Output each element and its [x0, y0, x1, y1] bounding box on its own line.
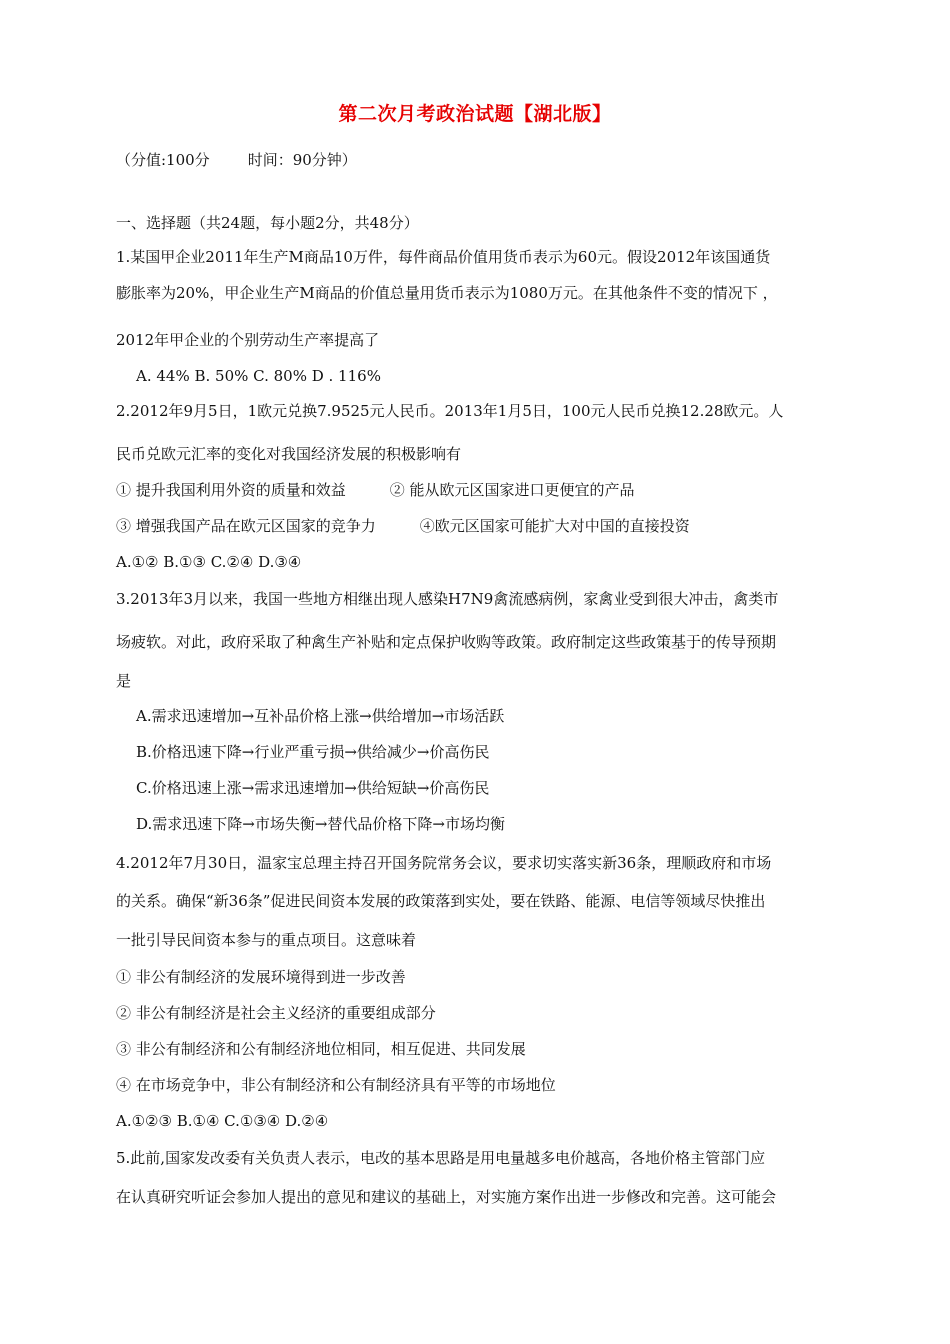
q4-options: A.①②③ B.①④ C.①③④ D.②④ — [116, 1112, 329, 1130]
q3-line-1: 3.2013年3月以来，我国一些地方相继出现人感染H7N9禽流感病例，家禽业受到很大冲击，禽类市 — [116, 590, 779, 608]
q3-option-c: C.价格迅速上涨→需求迅速增加→供给短缺→价高伤民 — [136, 779, 490, 797]
section-heading: 一、选择题（共24题，每小题2分，共48分） — [116, 214, 419, 232]
q5-line-1: 5.此前,国家发改委有关负责人表示，电改的基本思路是用电量越多电价越高，各地价格主管部门应 — [116, 1149, 766, 1167]
q4-statement-3: ③ 非公有制经济和公有制经济地位相同，相互促进、共同发展 — [116, 1040, 526, 1058]
q2-statements-row-2 — [116, 515, 846, 537]
exam-meta — [116, 149, 846, 171]
q3-line-2: 场疲软。对此，政府采取了种禽生产补贴和定点保护收购等政策。政府制定这些政策基于的传导预期 — [116, 633, 777, 651]
q1-line-1: 1.某国甲企业2011年生产M商品10万件，每件商品价值用货币表示为60元。假设2012年该国通货 — [116, 248, 771, 266]
q4-line-1: 4.2012年7月30日，温家宝总理主持召开国务院常务会议，要求切实落实新36条，理顺政府和市场 — [116, 854, 772, 872]
q2-statement-3: ③ 增强我国产品在欧元区国家的竞争力 — [116, 517, 376, 535]
page-title: 第二次月考政治试题【湖北版】 — [338, 103, 612, 125]
q3-option-d: D.需求迅速下降→市场失衡→替代品价格下降→市场均衡 — [136, 815, 505, 833]
q4-line-2: 的关系。确保“新36条”促进民间资本发展的政策落到实处，要在铁路、能源、电信等领域尽快推出 — [116, 892, 766, 910]
q3-line-3: 是 — [116, 672, 132, 690]
q1-line-3: 2012年甲企业的个别劳动生产率提高了 — [116, 331, 380, 349]
q2-options: A.①② B.①③ C.②④ D.③④ — [116, 553, 302, 571]
score-info: （分值:100分 — [116, 151, 210, 169]
q2-statement-4: ④欧元区国家可能扩大对中国的直接投资 — [419, 517, 690, 535]
q5-line-2: 在认真研究听证会参加人提出的意见和建议的基础上，对实施方案作出进一步修改和完善。这可能会 — [116, 1188, 777, 1206]
q4-line-3: 一批引导民间资本参与的重点项目。这意味着 — [116, 931, 417, 949]
q2-statements-row-1 — [116, 479, 846, 501]
q4-statement-1: ① 非公有制经济的发展环境得到进一步改善 — [116, 968, 406, 986]
q4-statement-2: ② 非公有制经济是社会主义经济的重要组成部分 — [116, 1004, 436, 1022]
q1-line-2: 膨胀率为20%，甲企业生产M商品的价值总量用货币表示为1080万元。在其他条件不变的情况下 ， — [116, 284, 778, 302]
q2-statement-1: ① 提升我国利用外资的质量和效益 — [116, 481, 346, 499]
q4-statement-4: ④ 在市场竞争中，非公有制经济和公有制经济具有平等的市场地位 — [116, 1076, 556, 1094]
time-info: 时间：90分钟） — [247, 151, 357, 169]
q3-option-a: A.需求迅速增加→互补品价格上涨→供给增加→市场活跃 — [136, 707, 505, 725]
q3-option-b: B.价格迅速下降→行业严重亏损→供给减少→价高伤民 — [136, 743, 490, 761]
q2-line-2: 民币兑欧元汇率的变化对我国经济发展的积极影响有 — [116, 445, 462, 463]
q1-options: A. 44% B. 50% C. 80% D . 116% — [136, 367, 381, 385]
q2-statement-2: ② 能从欧元区国家进口更便宜的产品 — [389, 481, 635, 499]
q2-line-1: 2.2012年9月5日，1欧元兑换7.9525元人民币。2013年1月5日，100元人民币兑换12.28欧元。人 — [116, 402, 784, 420]
